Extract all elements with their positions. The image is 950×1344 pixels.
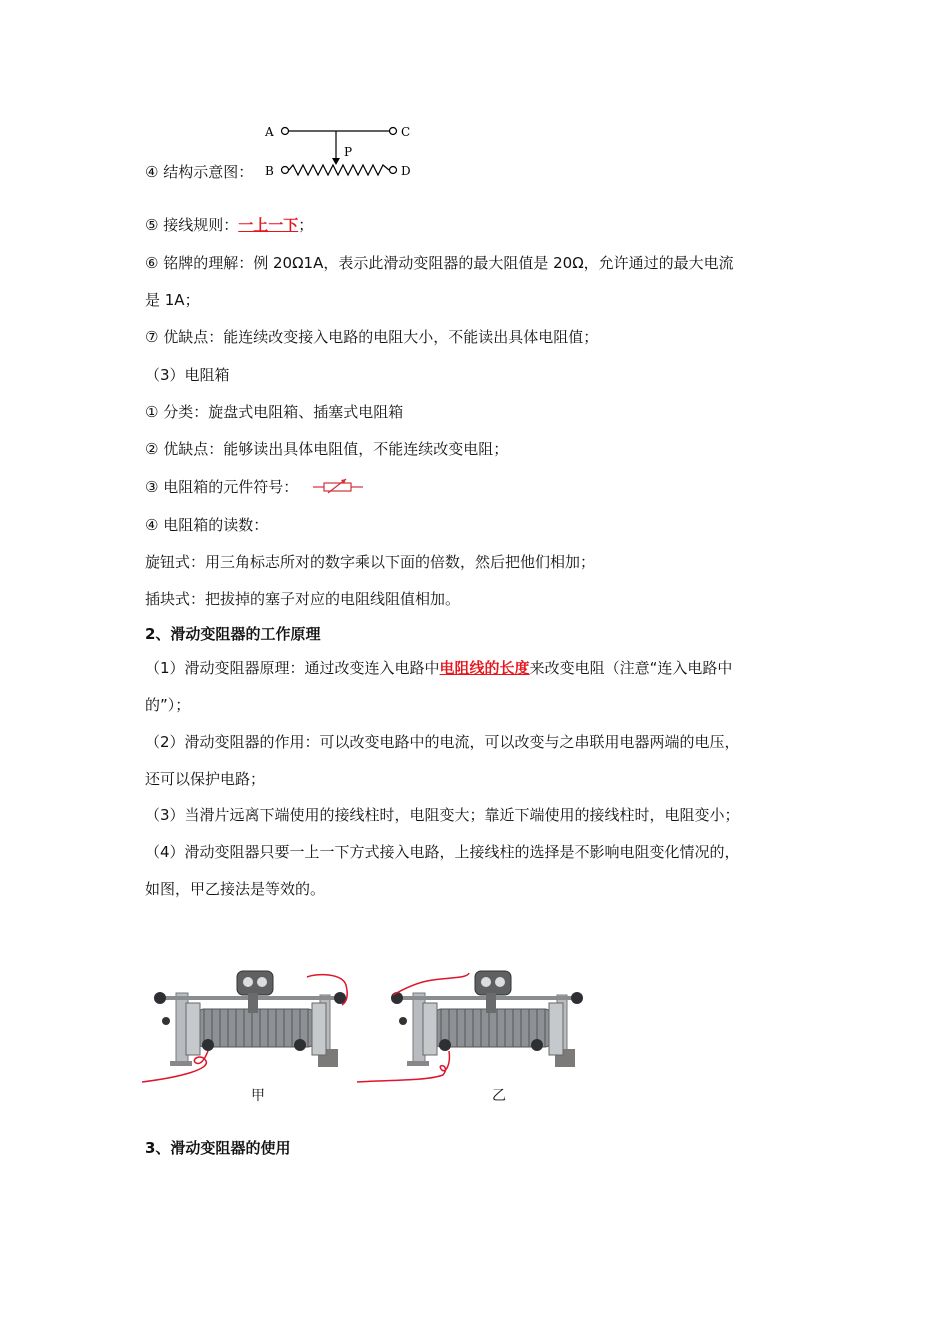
section2-p4-line2: 如图，甲乙接法是等效的。	[145, 880, 326, 898]
section2-p1-line2: 的”）；	[145, 696, 191, 714]
resistance-box-symbol-label: ③ 电阻箱的元件符号：	[145, 478, 299, 496]
structure-label: ④ 结构示意图：	[145, 163, 254, 181]
rheostat-structure-diagram	[264, 118, 424, 184]
wiring-rule-prefix: ⑤ 接线规则：	[145, 216, 239, 234]
terminal-c-label: C	[401, 125, 411, 139]
section2-p1-suffix: 来改变电阻（注意“连入电路中	[529, 659, 733, 677]
caption-yi: 乙	[492, 1088, 506, 1104]
terminal-d-label: D	[401, 164, 411, 178]
terminal-a-label: A	[265, 125, 274, 139]
resistance-box-dial: 旋钮式：用三角标志所对的数字乘以下面的倍数，然后把他们相加；	[145, 553, 596, 571]
slider-label: P	[344, 145, 353, 159]
resistance-box-reading: ④ 电阻箱的读数：	[145, 516, 269, 534]
section2-p2-line1: （2）滑动变阻器的作用：可以改变电路中的电流，可以改变与之串联用电器两端的电压，	[145, 733, 740, 751]
terminal-d-dot	[390, 167, 397, 174]
caption-jia: 甲	[251, 1088, 265, 1104]
terminal-a-dot	[282, 128, 289, 135]
rheostat-photo-yi	[357, 965, 587, 1087]
resistance-box-heading: （3）电阻箱	[145, 366, 230, 384]
resistance-coil	[289, 165, 389, 175]
section2-p1-highlight: 电阻线的长度	[439, 659, 530, 677]
pros-cons-rheostat: ⑦ 优缺点：能连续改变接入电路的电阻大小，不能读出具体电阻值；	[145, 328, 599, 346]
wiring-rule-suffix: ；	[298, 216, 314, 234]
nameplate-line2: 是 1A；	[145, 291, 200, 309]
resistance-box-pros-cons: ② 优缺点：能够读出具体电阻值，不能连续改变电阻；	[145, 440, 509, 458]
section3-title: 3、滑动变阻器的使用	[145, 1139, 291, 1157]
resistance-box-symbol	[313, 476, 363, 496]
terminal-b-dot	[282, 167, 289, 174]
section2-p1	[145, 657, 732, 679]
slider-arrow	[332, 158, 340, 165]
resistance-box-plug: 插块式：把拔掉的塞子对应的电阻线阻值相加。	[145, 590, 461, 608]
wiring-rule-highlight: 一上一下	[238, 216, 299, 234]
nameplate-line1: ⑥ 铭牌的理解：例 20Ω1A，表示此滑动变阻器的最大阻值是 20Ω，允许通过的最大电流	[145, 254, 734, 272]
section2-p2-line2: 还可以保护电路；	[145, 770, 266, 788]
section2-title: 2、滑动变阻器的工作原理	[145, 625, 321, 643]
wiring-rule	[145, 214, 313, 236]
terminal-b-label: B	[265, 164, 274, 178]
rheostat-photo-jia	[142, 965, 358, 1087]
resistance-box-types: ① 分类：旋盘式电阻箱、插塞式电阻箱	[145, 403, 404, 421]
section2-p3: （3）当滑片远离下端使用的接线柱时，电阻变大；靠近下端使用的接线柱时，电阻变小；	[145, 806, 740, 824]
section2-p4-line1: （4）滑动变阻器只要一上一下方式接入电路，上接线柱的选择是不影响电阻变化情况的，	[145, 843, 740, 861]
section2-p1-prefix: （1）滑动变阻器原理：通过改变连入电路中	[145, 659, 440, 677]
terminal-c-dot	[390, 128, 397, 135]
